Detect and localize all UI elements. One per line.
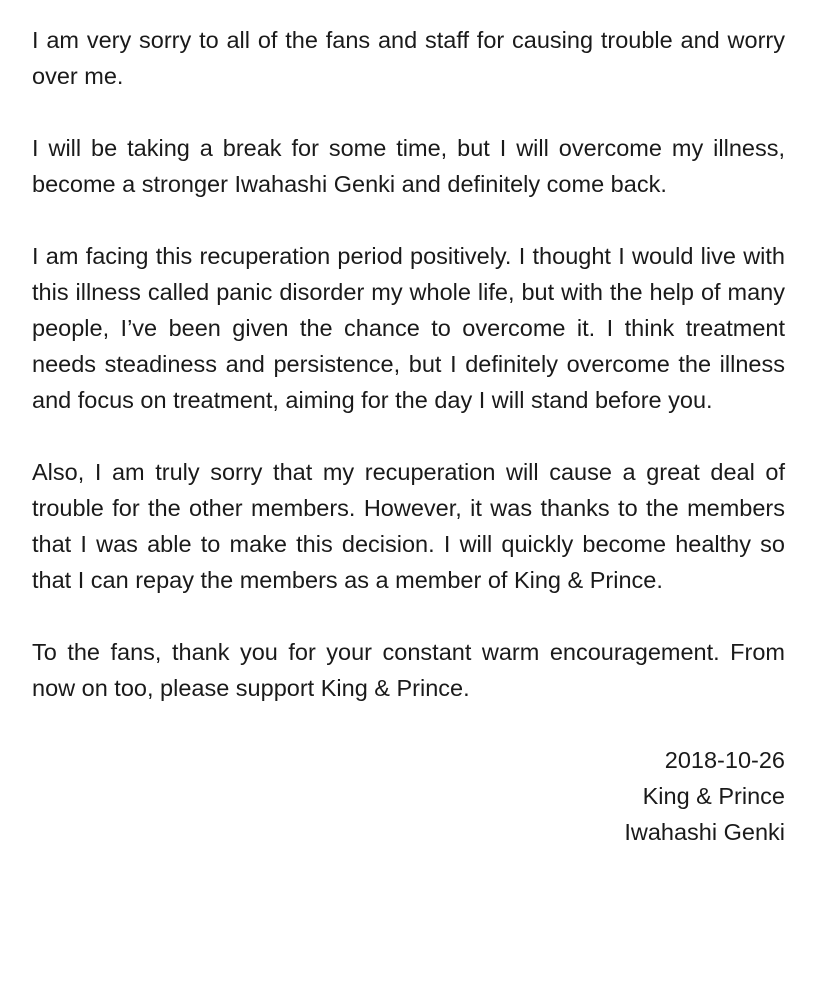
signature-group: King & Prince bbox=[642, 783, 785, 809]
paragraph-fans: To the fans, thank you for your constant warm encouragement. From now on too, please support King & Prince. bbox=[32, 639, 785, 701]
paragraph-apology: I am very sorry to all of the fans and staff for causing trouble and worry over me. bbox=[32, 27, 785, 89]
signature-name: Iwahashi Genki bbox=[624, 819, 785, 845]
paragraph-members: Also, I am truly sorry that my recuperation will cause a great deal of trouble for the other members. However, it was thanks to the members that I was able to make this decision. I will quickly become healthy so that I can repay the members as a member of King & Prince. bbox=[32, 459, 785, 593]
signature-date: 2018-10-26 bbox=[664, 747, 785, 773]
paragraph-break: I will be taking a break for some time, but I will overcome my illness, become a stronger Iwahashi Genki and definitely come back. bbox=[32, 135, 785, 197]
paragraph-recuperation: I am facing this recuperation period positively. I thought I would live with this illness called panic disorder my whole life, but with the help of many people, I’ve been given the chance to overcome it. I think treatment needs steadiness and persistence, but I definitely overcome the illness and focus on treatment, aiming for the day I will stand before you. bbox=[32, 243, 785, 413]
signature-block bbox=[32, 742, 785, 850]
